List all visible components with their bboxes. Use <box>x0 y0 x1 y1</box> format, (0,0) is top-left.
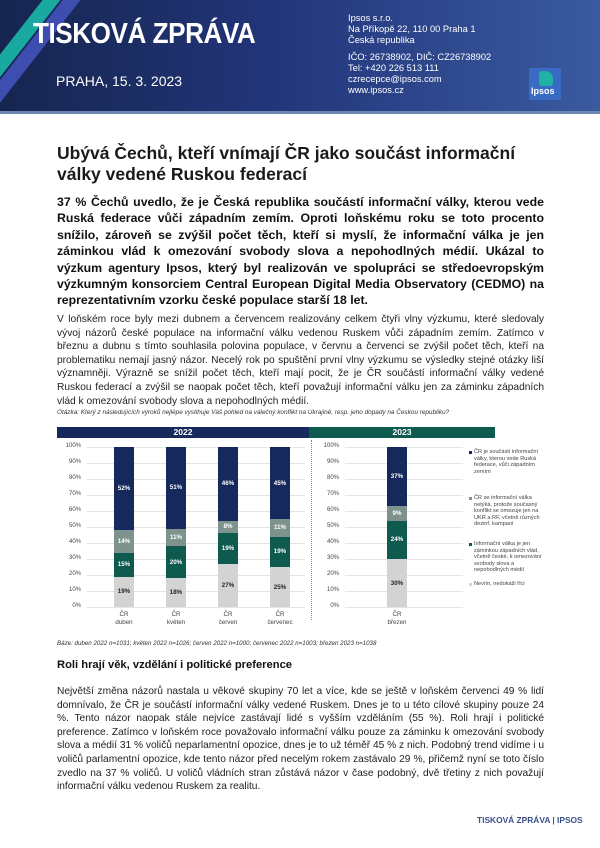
bar-segment: 19% <box>218 533 238 563</box>
y-tick-label: 80% <box>326 475 339 481</box>
bar-segment: 11% <box>270 519 290 537</box>
company-email[interactable]: czrecepce@ipsos.com <box>348 74 442 84</box>
header-divider <box>0 111 600 114</box>
header-date: PRAHA, 15. 3. 2023 <box>56 73 183 89</box>
bar-segment: 24% <box>387 521 407 559</box>
bar-segment: 8% <box>218 521 238 534</box>
legend-item: Nevím, nedokáži říci <box>469 581 547 588</box>
y-tick-label: 90% <box>68 459 81 465</box>
gridline <box>345 607 463 608</box>
legend-swatch-icon <box>469 497 472 500</box>
y-tick-label: 100% <box>65 443 81 449</box>
bar-segment: 30% <box>387 559 407 607</box>
press-release-header <box>0 0 600 113</box>
company-address: Na Příkopě 22, 110 00 Praha 1 <box>348 24 476 34</box>
footer-label: TISKOVÁ ZPRÁVA | IPSOS <box>477 815 583 825</box>
bar-segment: 37% <box>387 447 407 506</box>
bar-segment: 51% <box>166 447 186 529</box>
company-website[interactable]: www.ipsos.cz <box>348 85 404 95</box>
x-axis-label: ČR květen <box>166 611 186 626</box>
bar-segment: 9% <box>387 506 407 520</box>
survey-question: Otázka: Který z následujících výroků nejlépe vystihuje Váš pohled na válečný konflikt na Ukrajině, resp. jeho dopady na Českou republiku? <box>57 409 450 416</box>
legend-item: ČR je součástí informační války, kterou vede Ruská federace, vůči západním zemím <box>469 449 547 475</box>
legend-swatch-icon <box>469 543 472 546</box>
bar-segment: 15% <box>114 553 134 577</box>
bar-segment: 14% <box>114 530 134 552</box>
panel-divider <box>311 440 312 620</box>
article-title: Ubývá Čechů, kteří vnímají ČR jako součást informační války vedené Ruskou federací <box>57 143 516 184</box>
bar-stack <box>114 447 134 607</box>
legend-swatch-icon <box>469 583 472 586</box>
y-tick-label: 70% <box>68 491 81 497</box>
gridline <box>87 607 305 608</box>
stacked-bar-chart <box>57 425 557 635</box>
y-tick-label: 20% <box>326 571 339 577</box>
bar-stack <box>387 447 407 607</box>
y-tick-label: 60% <box>68 507 81 513</box>
legend-swatch-icon <box>469 451 472 454</box>
company-ids: IČO: 26738902, DIČ: CZ26738902 <box>348 52 492 62</box>
y-tick-label: 0% <box>330 603 339 609</box>
y-tick-label: 10% <box>68 587 81 593</box>
y-tick-label: 40% <box>68 539 81 545</box>
bar-stack <box>270 447 290 607</box>
chart-panel-2022 <box>57 443 309 626</box>
bar-segment: 11% <box>166 529 186 547</box>
bar-stack <box>166 447 186 607</box>
bar-segment: 52% <box>114 447 134 530</box>
header-title: TISKOVÁ ZPRÁVA <box>33 18 256 50</box>
legend-item: ČR se informační válka netýká, protože současný konflikt se omezuje jen na UKR a RF, včetně různých dezinf. kampaní <box>469 495 547 528</box>
section-heading: Roli hrají věk, vzdělání i politické preference <box>57 659 293 671</box>
panel-label-2022: 2022 <box>57 427 309 438</box>
x-axis-label: ČR červenec <box>267 611 293 626</box>
y-tick-label: 40% <box>326 539 339 545</box>
y-tick-label: 60% <box>326 507 339 513</box>
bar-segment: 19% <box>114 577 134 607</box>
bar-stack <box>218 447 238 607</box>
bar-segment: 46% <box>218 447 238 521</box>
article-paragraph-2: Největší změna názorů nastala u věkové skupiny 70 let a více, kde se ještě v loňském červenci 49 % lidí domnívalo, že ČR je součástí informační války vedené Ruskem. Dnes je to u této cílové skupiny pouze 24 %. Tento názor naopak stále nejvíce zastávají lidé s vyšším vzděláním (55 %). Roli hrají i politické preference. Zatímco v loňském roce považovalo informační válku pouze za záminku k omezování svobody slova a médií 31 % voličů neparlamentní opozice, dnes je to už téměř 45 % z nich. Podobný trend vidíme i u voličů parlamentní opozice, kde tento názor před necelým rokem zastávalo 29 %, přičemž nyní se toto číslo zvedlo na 37 % voličů. U voličů vládních stran zůstává názor v čase podobný, dvě třetiny z nich považují informační válku vedenou Ruskem za realitu. <box>57 686 545 793</box>
bar-segment: 20% <box>166 546 186 578</box>
chart-panel-2023 <box>315 443 465 626</box>
article-paragraph-1: V loňském roce byly mezi dubnem a červencem realizovány celkem čtyři vlny výzkumu, které sledovaly vývoj názorů české populace na informační válku vedenou Ruskem vůči západním zemím. Zatímco v březnu a dubnu s tímto souhlasila polovina populace, v červnu a červenci se zvýšil počet těch, kteří na problematiku nemají jasný názor. Necelý rok po spuštění první vlny výzkumu se výsledky stejné otázky liší významněji. Výrazně se snížil počet těch, kteří mají pocit, že je ČR součástí informační války vedené Ruskou federací a zvýšil se naopak počet těch, kteří považují informační válku jen za záminku západních vlád k omezování svobody slova a nepohodlných médií. <box>57 314 544 407</box>
x-axis-label: ČR březen <box>387 611 407 626</box>
y-tick-label: 20% <box>68 571 81 577</box>
contact-block <box>348 13 491 96</box>
bar-segment: 18% <box>166 578 186 607</box>
y-tick-label: 50% <box>68 523 81 529</box>
article-lead: 37 % Čechů uvedlo, že je Česká republika součástí informační války, kterou vede Ruská federace vůči západním zemím. Oproti loňskému roku se toto procento snížilo, zároveň se zvýšil počet těch, kteří si myslí, že informační válka je jen záminkou vlád k omezování svobody slova a nepohodlných médií. Ukázal to výzkum agentury Ipsos, který byl realizován ve spolupráci se středoevropským výzkumným konsorciem Central European Digital Media Observatory (CEDMO) na reprezentativním vzorku české populace starší 18 let. <box>57 195 544 308</box>
y-tick-label: 50% <box>326 523 339 529</box>
company-phone: Tel: +420 226 513 111 <box>348 63 439 73</box>
ipsos-logo: Ipsos <box>529 68 561 100</box>
y-tick-label: 90% <box>326 459 339 465</box>
y-tick-label: 70% <box>326 491 339 497</box>
x-axis-label: ČR duben <box>115 611 133 626</box>
sample-base-note: Báze: duben 2022 n=1031; květen 2022 n=1026; červen 2022 n=1000; červenec 2022 n=1003; březen 2023 n=1038 <box>57 640 377 647</box>
y-tick-label: 80% <box>68 475 81 481</box>
company-name: Ipsos s.r.o. <box>348 13 393 23</box>
y-tick-label: 10% <box>326 587 339 593</box>
bar-segment: 27% <box>218 564 238 607</box>
bar-segment: 19% <box>270 537 290 567</box>
panel-label-2023: 2023 <box>309 427 495 438</box>
legend-item: Informační válka je jen záminkou západních vlád, včetně české, k omezování svobody slova a nepohodlných médií <box>469 541 547 574</box>
y-tick-label: 30% <box>68 555 81 561</box>
y-tick-label: 0% <box>72 603 81 609</box>
ipsos-logo-icon <box>539 71 553 86</box>
y-tick-label: 100% <box>323 443 339 449</box>
bar-segment: 45% <box>270 447 290 519</box>
x-axis-label: ČR červen <box>218 611 238 626</box>
company-country: Česká republika <box>348 35 415 45</box>
y-tick-label: 30% <box>326 555 339 561</box>
bar-segment: 25% <box>270 567 290 607</box>
